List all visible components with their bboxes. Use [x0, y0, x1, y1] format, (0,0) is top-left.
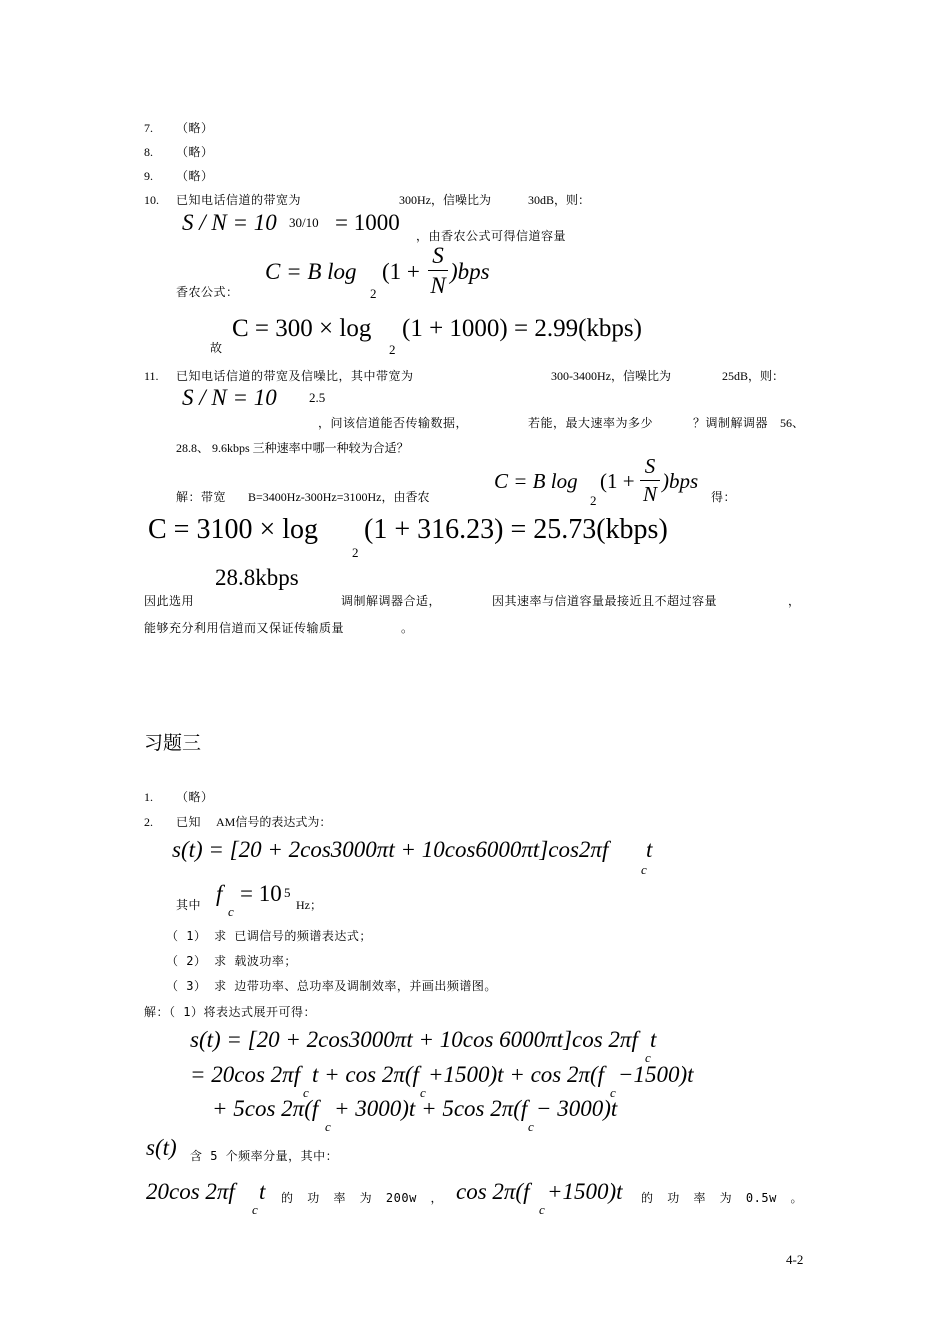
sideband-term: cos 2π(f — [456, 1179, 530, 1204]
list-text: AM信号的表达式为： — [216, 815, 332, 829]
result-prefix: 故 — [210, 341, 223, 355]
formula-open: (1 + — [600, 469, 635, 493]
result-equation-rhs: (1 + 316.23) = 25.73(kbps) — [364, 514, 668, 545]
expanded-equation-line-2d: −1500)t — [618, 1062, 694, 1087]
equation-sn: S / N = 10 — [182, 385, 277, 410]
problem-text: ？调制解调器 — [693, 416, 769, 430]
power-text: 的 功 率 为 200w ， — [281, 1191, 444, 1205]
subscript-c: c — [252, 1202, 258, 1217]
fraction-s-over-n — [640, 456, 660, 505]
unit-text: Hz； — [296, 898, 322, 912]
formula-close: )bps — [662, 469, 699, 493]
subscript-c: c — [645, 1050, 651, 1065]
list-number: 1. — [144, 790, 153, 804]
page-number: 4-2 — [786, 1252, 804, 1267]
section-heading: 习题三 — [144, 732, 202, 754]
fc-variable: f — [216, 881, 223, 906]
formula-close: )bps — [450, 259, 490, 284]
modem-choice: 28.8kbps — [215, 565, 299, 590]
expanded-equation-line-2b: t + cos 2π(f — [312, 1062, 419, 1087]
expanded-equation-line-3c: − 3000)t — [536, 1096, 618, 1121]
list-text: （略） — [176, 145, 214, 159]
problem-text: 300-3400Hz，信噪比为 — [551, 369, 671, 383]
equation-rhs: = 1000 — [335, 210, 400, 235]
problem-text: 300Hz，信噪比为 — [399, 193, 491, 207]
subscript-c: c — [641, 862, 647, 877]
problem-text: 28.8、 9.6kbps 三种速率中哪一种较为合适？ — [176, 441, 409, 455]
list-number: 2. — [144, 815, 153, 829]
formula-label: 香农公式： — [176, 285, 239, 299]
problem-text: 56、 — [780, 416, 805, 430]
where-text: 其中 — [176, 898, 202, 912]
log-base: 2 — [352, 545, 359, 560]
equation-exponent: 30/10 — [289, 215, 319, 230]
fc-value: = 10 — [240, 881, 282, 906]
problem-text: 若能，最大速率为多少 — [528, 416, 654, 430]
problem-number: 10. — [144, 193, 159, 207]
result-equation: C = 3100 × log — [148, 514, 319, 545]
list-text: （略） — [176, 121, 214, 135]
fraction-s-over-n — [428, 244, 448, 297]
question-1: （ 1） 求 已调信号的频谱表达式； — [166, 929, 372, 943]
problem-text: ，由香农公式可得信道容量 — [416, 229, 567, 243]
expanded-equation-line-2: = 20cos 2πf — [190, 1062, 301, 1087]
signal-label: s(t) — [146, 1135, 177, 1160]
list-number: 9. — [144, 169, 153, 183]
conclusion-text: 调制解调器合适， — [341, 594, 442, 608]
subscript-c: c — [420, 1085, 426, 1100]
expanded-equation-line-3: + 5cos 2π(f — [212, 1096, 319, 1121]
problem-number: 11. — [144, 369, 159, 383]
am-signal-equation: s(t) = [20 + 2cos3000πt + 10cos6000πt]cos2πf — [172, 837, 609, 862]
subscript-c: c — [528, 1119, 534, 1134]
result-equation-rhs: (1 + 1000) = 2.99(kbps) — [402, 315, 642, 342]
conclusion-text: 因此选用 — [144, 594, 195, 608]
subscript-c: c — [539, 1202, 545, 1217]
power-text: 的 功 率 为 0.5w 。 — [641, 1191, 804, 1205]
fraction-denominator: N — [642, 482, 657, 506]
subscript-c: c — [228, 904, 234, 919]
fraction-bar — [428, 270, 448, 271]
expanded-equation-line-3b: + 3000)t + 5cos 2π(f — [334, 1096, 528, 1121]
conclusion-text: 能够充分利用信道而又保证传输质量 — [144, 621, 345, 635]
equation-sn: S / N = 10 — [182, 210, 277, 235]
equation-t: t — [646, 837, 653, 862]
expanded-equation-line-1: s(t) = [20 + 2cos3000πt + 10cos 6000πt]cos 2πf — [190, 1027, 638, 1052]
list-text: （略） — [176, 790, 214, 804]
conclusion-text: ， — [788, 594, 801, 608]
solution-text: B=3400Hz-300Hz=3100Hz，由香农 — [248, 490, 430, 504]
conclusion-text: 。 — [401, 621, 414, 635]
equation-t: t — [259, 1179, 266, 1204]
fraction-denominator: N — [430, 273, 446, 298]
shannon-formula: C = B log — [494, 469, 578, 493]
equation-t: t — [650, 1027, 657, 1052]
fraction-bar — [640, 480, 660, 481]
list-number: 8. — [144, 145, 153, 159]
problem-text: 30dB，则： — [528, 193, 591, 207]
list-text: （略） — [176, 169, 214, 183]
fraction-numerator: S — [644, 454, 656, 478]
log-base: 2 — [590, 493, 597, 508]
equation-exponent: 2.5 — [309, 390, 326, 405]
list-text: 已知 — [176, 815, 202, 829]
fraction-numerator: S — [432, 243, 444, 268]
log-base: 2 — [370, 286, 377, 301]
formula-open: (1 + — [382, 259, 420, 284]
conclusion-text: 因其速率与信道容量最接近且不超过容量 — [492, 594, 718, 608]
problem-text: 已知电话信道的带宽及信噪比，其中带宽为 — [176, 369, 414, 383]
subscript-c: c — [325, 1119, 331, 1134]
equation-exponent: 5 — [284, 885, 291, 900]
question-2: （ 2） 求 载波功率； — [166, 954, 297, 968]
expanded-equation-line-2c: +1500)t + cos 2π(f — [428, 1062, 605, 1087]
subscript-c: c — [303, 1085, 309, 1100]
result-equation: C = 300 × log — [232, 315, 372, 342]
answer-intro: 解：（ 1）将表达式展开可得： — [144, 1005, 316, 1019]
problem-text: 25dB，则： — [722, 369, 785, 383]
list-number: 7. — [144, 121, 153, 135]
solution-text: 解：带宽 — [176, 490, 227, 504]
problem-text: 已知电话信道的带宽为 — [176, 193, 302, 207]
carrier-term: 20cos 2πf — [146, 1179, 235, 1204]
log-base: 2 — [389, 342, 396, 357]
formula-suffix: 得： — [711, 490, 737, 504]
shannon-formula: C = B log — [265, 259, 357, 284]
problem-text: ，问该信道能否传输数据， — [318, 416, 469, 430]
subscript-c: c — [610, 1085, 616, 1100]
signal-description: 含 5 个频率分量，其中： — [190, 1149, 339, 1163]
sideband-term-b: +1500)t — [547, 1179, 623, 1204]
question-3: （ 3） 求 边带功率、总功率及调制效率，并画出频谱图。 — [166, 979, 497, 993]
